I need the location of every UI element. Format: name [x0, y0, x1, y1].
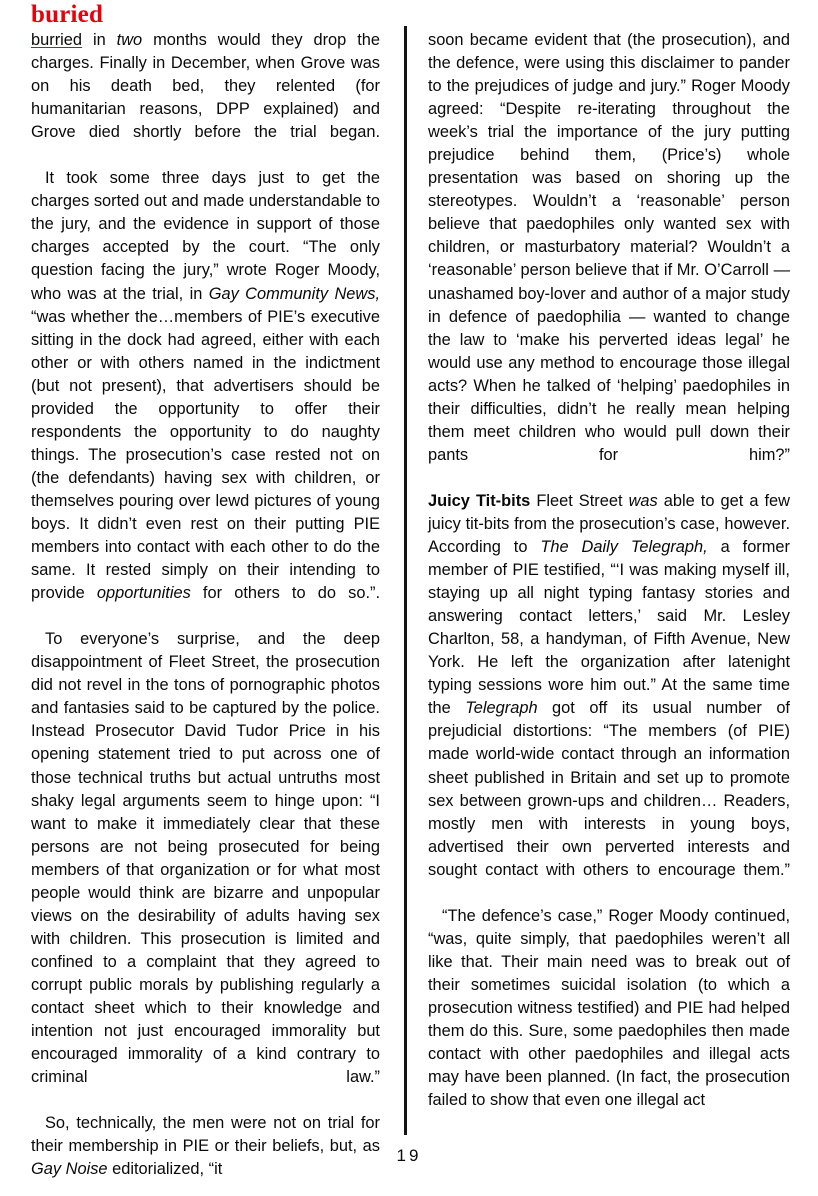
text-run: soon became evident that (the prosecution), and the defence, were using this disclaimer to pander to the prejudices of judge and jury.” Roger Moody agreed: “Despite re-iterating throughout the week’s trial the importance of the jury putting prejudice behind them, (Price’s) whole presentation was based on shoring up the stereotypes. Wouldn’t a ‘reasonable’ person believe that paedophiles only wanted sex with children, or masturbatory material? Wouldn’t a ‘reasonable’ person believe that if Mr. O’Carroll — unashamed boy-lover and author of a major study in defence of paedophilia — wanted to change the law to ‘make his perverted ideas legal’ he would use any method to encourage those illegal acts? When he talked of ‘helping’ paedophiles in their difficulties, didn’t he really mean helping them meet children who would pull down their pants for him?”	[428, 31, 790, 464]
text-run: “The defence’s case,” Roger Moody continued, “was, quite simply, that paedophiles weren’t all like that. Their main need was to break out of their sometimes suicidal isolation (to which a prosecution witness testified) and PIE had helped them do this. Sure, some paedophiles then made contact with other paedophiles and illegal acts may have been planned. (In fact, the prosecution failed to show that even one illegal act	[428, 906, 790, 1110]
italic-title: Telegraph	[465, 699, 538, 718]
italic-title: was	[628, 491, 658, 510]
italic-title: opportunities	[96, 584, 191, 603]
text-run: a former member of PIE testified, “‘I was making myself ill, staying up all night typing fantasy stories and answering contact letters,’ said Mr. Lesley Charlton, 58, a handyman, of Fifth Avenue, New York. He left the organization after latenight typing sessions wore him out.” At the same time the	[428, 538, 790, 718]
text-run: To everyone’s surprise, and the deep disappointment of Fleet Street, the prosecution did not revel in the tons of pornographic photos and fantasies said to be captured by the police. Instead Prosecutor David Tudor Price in his opening statement tried to put across one of those technical truths but actual untruths most shaky legal arguments seem to hinge upon: “I want to make it immediately clear that these persons are not being prosecuted for being members of that organization or for what most people would think are bizarre and unpopular views on the desirability of adults having sex with children. This prosecution is limited and confined to a complaint that they agreed to corrupt public morals by publishing regularly a contact sheet which to their knowledge and intention not just encouraged immorality but encouraged immorality of a kind contrary to criminal law.”	[31, 630, 380, 1087]
paragraph-subhead: Juicy Tit-bits	[428, 491, 531, 510]
p-juicy-tit-bits	[428, 490, 790, 905]
p-three-days	[31, 167, 380, 628]
text-run: Fleet Street	[530, 491, 629, 510]
p-soon-became-evident	[428, 29, 790, 490]
column-divider-rule	[404, 26, 407, 1135]
text-run: months would they drop the charges. Finally in December, when Grove was on his death bed, they relented (for humanitarian reasons, DPP explained) and Grove died shortly before the trial began.	[31, 31, 380, 142]
catchword-underlined: burried	[31, 31, 83, 49]
page-number: 19	[396, 1146, 422, 1165]
text-run: for others to do so.”.	[190, 584, 381, 603]
text-run: So, technically, the men were not on trial for their membership in PIE or their beliefs, but, as	[31, 1114, 380, 1156]
italic-title: two	[116, 31, 143, 49]
left-text-column	[31, 29, 380, 1181]
right-text-column	[428, 29, 790, 1112]
p-fleet-street-surprise	[31, 628, 380, 1112]
text-run: got off its usual number of prejudicial distortions: “The members (of PIE) made world-wide contact through an information sheet published in Britain and set up to promote sex between grown-ups and children… Readers, mostly men with interests in young boys, advertised their own perverted interests and sought contact with others to encourage them.”	[428, 699, 790, 879]
p-defence-case	[428, 905, 790, 1112]
text-run: editorialized, “it	[107, 1160, 223, 1179]
text-run: in	[82, 31, 117, 49]
text-run: It took some three days just to get the charges sorted out and made understandable to the jury, and the evidence in support of those charges accepted by the court. “The only question facing the jury,” wrote Roger Moody, who was at the trial, in	[31, 169, 380, 303]
page-headline: buried	[31, 1, 104, 28]
text-run: able to get a few juicy tit-bits from the prosecution’s case, however. According to	[428, 491, 790, 557]
italic-title: Gay Noise	[31, 1160, 108, 1179]
italic-title: Gay Community News,	[208, 284, 380, 303]
text-run: “was whether the…members of PIE’s executive sitting in the dock had agreed, either with each other or with others named in the indictment (but not present), that advertisers should be provided the opportunity to offer their respondents the opportunity to do naughty things. The prosecution’s case rested not on (the defendants) having sex with children, or themselves pouring over lewd pictures of young boys. It didn’t even rest on their putting PIE members into contact with each other to do the same. It rested simply on their intending to provide	[31, 307, 380, 603]
italic-title: The Daily Telegraph,	[540, 538, 708, 557]
p-burried-continuation	[31, 29, 380, 167]
